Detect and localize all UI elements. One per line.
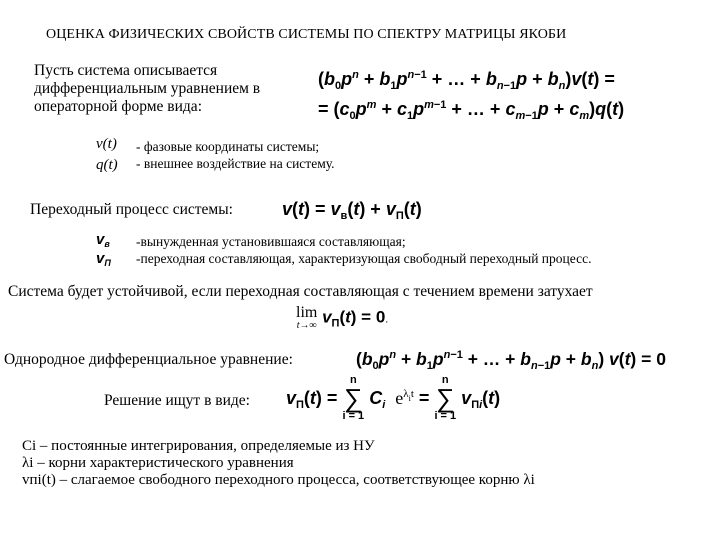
- intro-text: [34, 62, 260, 116]
- vb-symbol: $v_в$: [96, 231, 110, 249]
- intro-line-1: Пусть система описывается: [34, 62, 218, 79]
- q-description: - внешнее воздействие на систему.: [136, 156, 335, 171]
- solution-formula: $v_П(t)$ = n ∑ i = 1 $C_i$ $e^{\lambda_it}$ = n ∑ i = 1 $v_{Пi}(t)$: [286, 374, 501, 422]
- note-constants: Ci – постоянные интегрирования, определяемые из НУ: [22, 438, 375, 454]
- operator-equation-rhs: = ($c_0p^m + c_1p^{m-1}$ + … + $c_{m-1}p + c_m)q(t)$: [318, 99, 625, 122]
- transient-formula: $v(t) = v_в(t) + v_П(t)$: [282, 199, 422, 222]
- solution-label: Решение ищут в виде:: [104, 392, 250, 409]
- operator-equation-lhs: ($b_0p^n + b_1p^{n-1}$ + … + $b_{n-1}p + b_n)v(t)$ =: [318, 69, 615, 92]
- vb-description: -вынужденная установившаяся составляющая;: [136, 234, 406, 249]
- homogeneous-formula: ($b_0p^n + b_1p^{n-1}$ + … + $b_{n-1}p + b_n$) v(t) = 0: [356, 349, 666, 372]
- v-symbol: v(t): [96, 136, 117, 152]
- q-symbol: q(t): [96, 157, 118, 173]
- intro-line-3: операторной форме вида:: [34, 98, 202, 115]
- transient-label: Переходный процесс системы:: [30, 201, 233, 218]
- limit-formula: lim t→∞ $v_П(t) = 0$.: [296, 304, 389, 331]
- vp-description: -переходная составляющая, характеризующая свободный переходный процесс.: [136, 251, 592, 266]
- sum-operator-1: n ∑ i = 1: [342, 374, 365, 422]
- notes: [22, 438, 535, 489]
- limit-operator: lim t→∞: [296, 304, 318, 331]
- stability-text: Система будет устойчивой, если переходная составляющая с течением времени затухает: [8, 283, 593, 300]
- v-description: - фазовые координаты системы;: [136, 139, 320, 154]
- homogeneous-label: Однородное дифференциальное уравнение:: [4, 351, 293, 368]
- note-roots: λi – корни характеристического уравнения: [22, 455, 294, 471]
- vp-symbol: $v_П$: [96, 250, 111, 268]
- intro-line-2: дифференциальным уравнением в: [34, 80, 261, 97]
- page-title: ОЦЕНКА ФИЗИЧЕСКИХ СВОЙСТВ СИСТЕМЫ ПО СПЕКТРУ МАТРИЦЫ ЯКОБИ: [46, 27, 567, 42]
- note-term: vпi(t) – слагаемое свободного переходного процесса, соответствующее корню λi: [22, 472, 535, 488]
- sum-operator-2: n ∑ i = 1: [434, 374, 457, 422]
- operator-equation: [318, 68, 624, 120]
